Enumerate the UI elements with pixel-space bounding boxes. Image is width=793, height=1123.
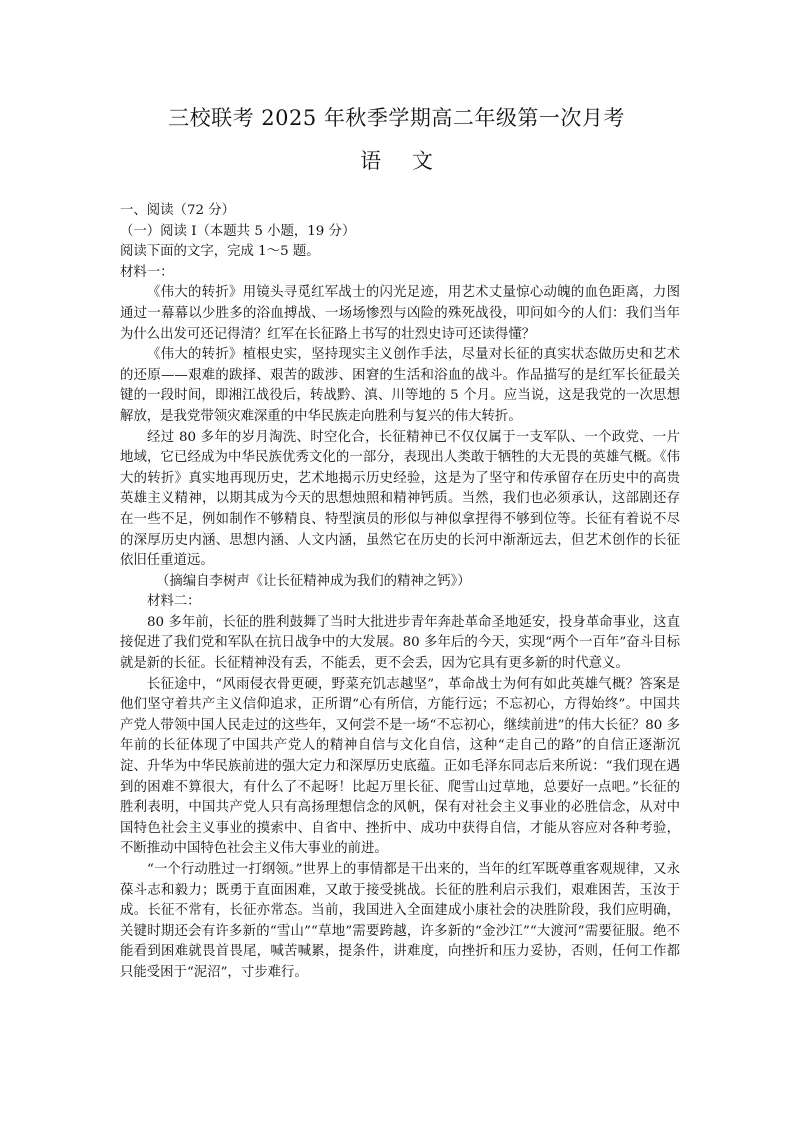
reading-section: [120, 201, 680, 984]
instruction: 阅读下面的文字，完成 1～5 题。: [120, 244, 320, 260]
material-one-label: 材料一：: [120, 264, 174, 280]
section-heading: 一、阅读（72 分）: [120, 203, 236, 218]
material-one-paragraph-3: 经过 80 多年的岁月淘洗、时空化合，长征精神已不仅仅属于一支军队、一个政党、一片地域，它已经成为中华民族优秀文化的一部分，表现出人类敢于牺牲的大无畏的英雄气概。《伟大的转折》真实地再现历史，艺术地揭示历史经验，这是为了坚守和传承留存在历史中的高贵英雄主义精神，以期其成为今天的思想烛照和精神钙质。当然，我们也必须承认，这部剧还存在一些不足，例如制作不够精良、特型演员的形似与神似拿捏得不够到位等。长征有着说不尽的深厚历史内涵、思想内涵、人文内涵，虽然它在历史的长河中渐渐远去，但艺术创作的长征依旧任重道远。: [120, 429, 680, 569]
material-two-paragraph-2: 长征途中，“风雨侵衣骨更硬，野菜充饥志越坚”，革命战士为何有如此英雄气概？答案是他们坚守着共产主义信仰追求，正所谓“心有所信，方能行远；不忘初心，方得始终”。中国共产党人带领中国人民走过的这些年，又何尝不是一场“不忘初心，继续前进”的伟大长征？80 多年前的长征体现了中国共产党人的精神自信与文化自信，这种“走自己的路”的自信正逐渐沉淀、升华为中华民族前进的强大定力和深厚历史底蕴。正如毛泽东同志后来所说：“我们现在遇到的困难不算很大，有什么了不起呀！比起万里长征、爬雪山过草地，总要好一点吧。”长征的胜利表明，中国共产党人只有高扬理想信念的风帆，保有对社会主义事业的必胜信念，从对中国特色社会主义事业的摸索中、自省中、挫折中、成功中获得自信，才能从容应对各种考验，不断推动中国特色社会主义伟大事业的前进。: [120, 676, 680, 857]
material-one-source: （摘编自李树声《让长征精神成为我们的精神之钙》）: [156, 573, 471, 589]
material-two-label: 材料二：: [147, 594, 201, 610]
exam-title: 三校联考 2025 年秋季学期高二年级第一次月考: [168, 106, 625, 130]
material-two-paragraph-3: “一个行动胜过一打纲领。”世界上的事情都是干出来的，当年的红军既尊重客观规律，又永葆斗志和毅力；既勇于直面困难，又敢于接受挑战。长征的胜利启示我们，艰难困苦，玉汝于成。长征不常有，长征亦常态。当前，我国进入全面建成小康社会的决胜阶段，我们应明确，关键时期还会有许多新的“雪山”“草地”需要跨越，许多新的“金沙江”“大渡河”需要征服。绝不能看到困难就畏首畏尾，喊苦喊累，提条件，讲难度，向挫折和压力妥协，否则，任何工作都只能受困于“泥沼”，寸步难行。: [120, 862, 680, 980]
material-two-paragraph-1: 80 多年前，长征的胜利鼓舞了当时大批进步青年奔赴革命圣地延安，投身革命事业，这直接促进了我们党和军队在抗日战争中的大发展。80 多年后的今天，实现“两个一百年”奋斗目标就是新的长征。长征精神没有丢，不能丢，更不会丢，因为它具有更多新的时代意义。: [120, 614, 680, 672]
material-one-paragraph-2: 《伟大的转折》植根史实，坚持现实主义创作手法，尽量对长征的真实状态做历史和艺术的还原——艰难的跋择、艰苦的跋涉、困窘的生活和浴血的战斗。作品描写的是红军长征最关键的一段时间，即湘江战役后，转战黔、滇、川等地的 5 个月。应当说，这是我党的一次思想解放，是我党带领灾难深重的中华民族走向胜利与复兴的伟大转折。: [120, 347, 680, 424]
material-one-paragraph-1: 《伟大的转折》用镜头寻觅红军战士的闪光足迹，用艺术丈量惊心动魄的血色距离，力图通过一幕幕以少胜多的浴血搏战、一场场惨烈与凶险的殊死战役，叩问如今的人们：我们当年为什么出发可还记得清？红军在长征路上书写的壮烈史诗可还读得懂？: [120, 285, 680, 342]
section-subheading: （一）阅读 I（本题共 5 小题，19 分）: [120, 223, 356, 239]
subject-title: 语 文: [360, 149, 445, 173]
